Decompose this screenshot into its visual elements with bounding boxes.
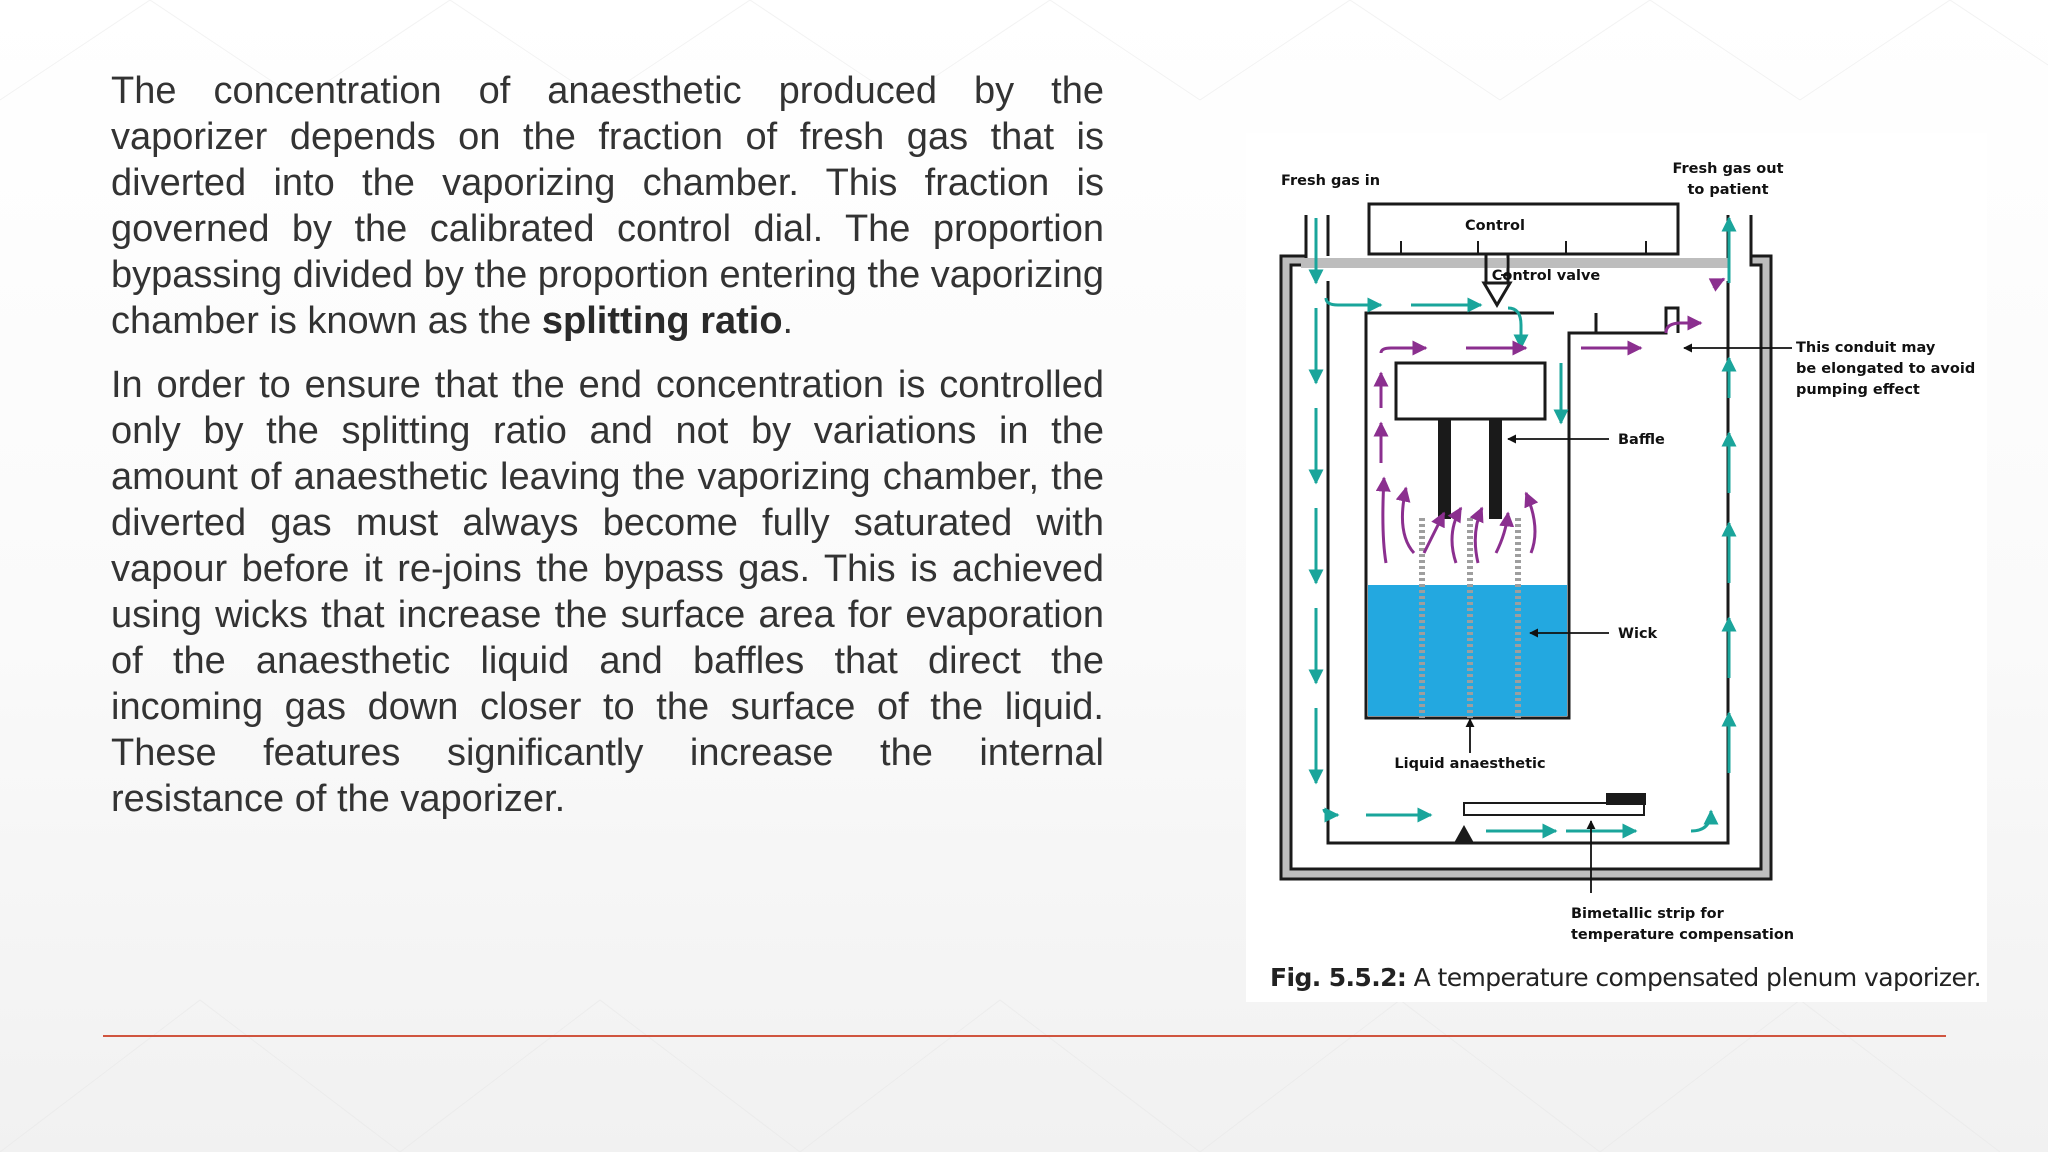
footer-divider (103, 1035, 1946, 1037)
paragraph-2-text: In order to ensure that the end concentration is controlled only by the splitting ratio and not by variations in the amount of anaesthetic leaving the vaporizing chamber, the diverted gas must always become fully saturated with vapour before it re-joins the bypass gas. This is achieved using wicks that increase the surface area for evaporation of the anaesthetic liquid and baffles that direct the incoming gas down closer to the surface of the liquid. These features significantly increase the internal resistance of the vaporizer. (111, 364, 1104, 820)
bimetallic-strip (1454, 793, 1646, 843)
label-wick: Wick (1618, 626, 1658, 642)
baffle-plate (1396, 363, 1545, 419)
label-bimetallic-1: Bimetallic strip for (1571, 906, 1724, 922)
baffle-left (1438, 419, 1451, 519)
paragraph-saturation (111, 362, 1104, 822)
paragraph-splitting-ratio (111, 68, 1104, 344)
body-text (111, 68, 1104, 840)
label-conduit-3: pumping effect (1796, 382, 1920, 398)
label-fresh-gas-in: Fresh gas in (1281, 173, 1381, 189)
vaporizer-figure (1246, 133, 1987, 1002)
caption-number: Fig. 5.5.2: (1270, 963, 1407, 992)
label-conduit-2: be elongated to avoid (1796, 361, 1976, 377)
vaporizing-chamber (1366, 308, 1678, 718)
vaporizer-diagram (1246, 133, 1987, 1002)
label-baffle: Baffle (1618, 432, 1665, 448)
label-to-patient: to patient (1687, 182, 1769, 198)
label-control: Control (1465, 218, 1525, 234)
label-control-valve: Control valve (1491, 268, 1601, 284)
paragraph-1-text: The concentration of anaesthetic produced by the vaporizer depends on the fraction of fresh gas that is diverted into the vaporizing chamber. This fraction is governed by the calibrated control dial. The proportion bypassing divided by the proportion entering the vaporizing chamber is known as the (111, 70, 1104, 342)
baffle-right (1489, 419, 1502, 519)
label-conduit-1: This conduit may (1796, 340, 1936, 356)
splitting-ratio-term: splitting ratio (541, 300, 783, 342)
label-bimetallic-2: temperature compensation (1571, 927, 1795, 943)
label-liquid-anaesthetic: Liquid anaesthetic (1394, 756, 1546, 772)
figure-caption (1270, 963, 1981, 992)
caption-text: A temperature compensated plenum vaporizer. (1406, 963, 1981, 992)
chamber-gas-arrows (1381, 279, 1724, 563)
paragraph-1-end: . (782, 300, 794, 342)
outer-casing (1281, 215, 1771, 879)
label-fresh-gas-out: Fresh gas out (1672, 161, 1784, 177)
